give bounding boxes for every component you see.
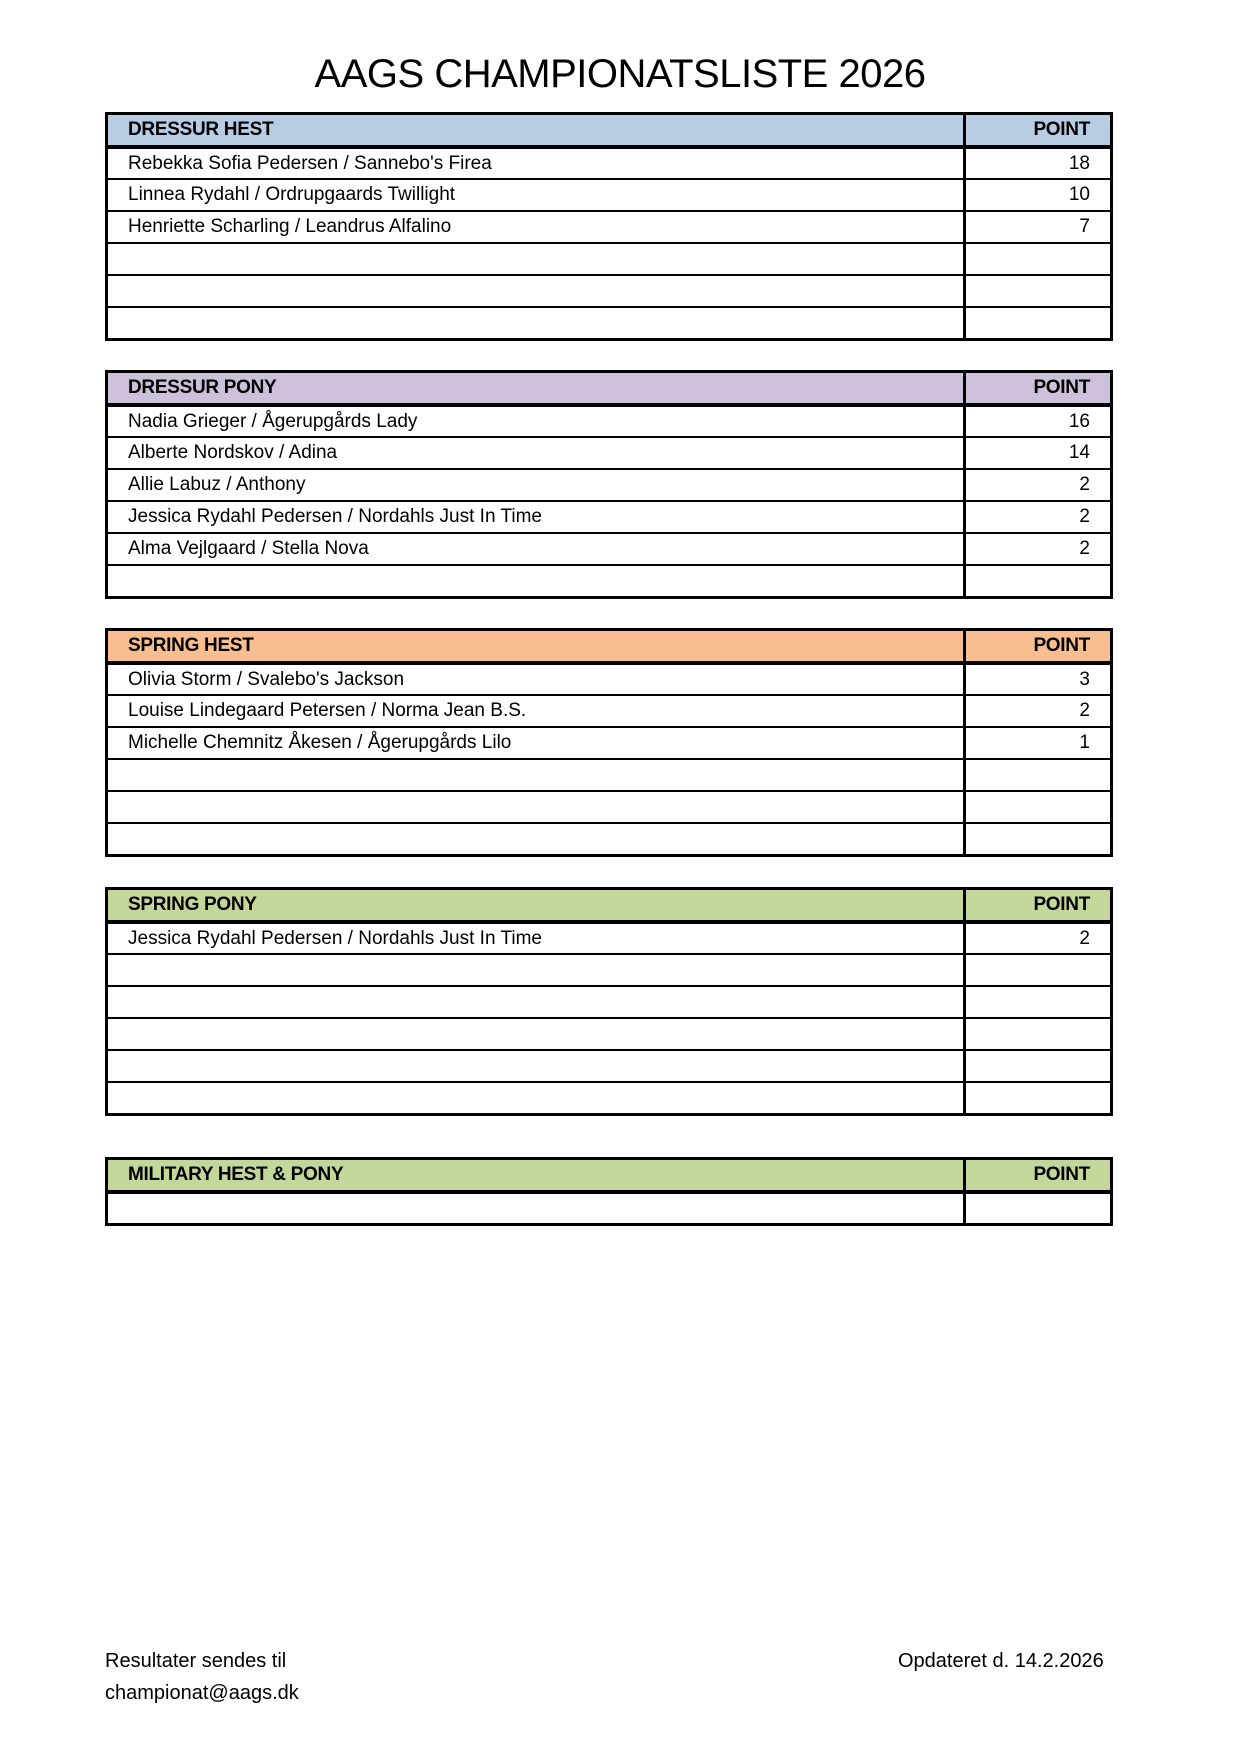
points-cell (966, 276, 1110, 306)
rider-horse-cell (108, 987, 966, 1017)
table-spring-hest (105, 628, 1113, 857)
points-cell (966, 244, 1110, 274)
page-title: AAGS CHAMPIONATSLISTE 2026 (314, 52, 926, 96)
points-cell: 1 (1079, 732, 1090, 753)
table-row (108, 985, 1110, 1017)
table-row (108, 532, 1110, 564)
table-header (108, 890, 1110, 921)
rider-horse-cell (108, 1019, 966, 1049)
table-row (108, 564, 1110, 596)
rider-horse-cell (108, 824, 966, 854)
table-row (108, 662, 1110, 694)
rider-horse-cell: Olivia Storm / Svalebo's Jackson (108, 665, 966, 694)
points-header: POINT (1033, 119, 1090, 140)
table-dressur-hest (105, 112, 1113, 341)
points-cell: 2 (1079, 928, 1090, 949)
table-header (108, 1160, 1110, 1191)
updated-date: Opdateret d. 14.2.2026 (898, 1650, 1104, 1672)
rider-horse-cell: Rebekka Sofia Pedersen / Sannebo's Firea (108, 149, 966, 178)
table-row (108, 694, 1110, 726)
rider-horse-cell: Alberte Nordskov / Adina (108, 438, 966, 468)
points-cell: 7 (1079, 216, 1090, 237)
category-title: MILITARY HEST & PONY (108, 1160, 966, 1190)
points-cell (966, 1019, 1110, 1049)
points-cell (966, 760, 1110, 790)
points-cell: 2 (1079, 506, 1090, 527)
table-header (108, 631, 1110, 662)
table-row (108, 436, 1110, 468)
points-cell (966, 824, 1110, 854)
table-row (108, 1049, 1110, 1081)
results-note (105, 1645, 299, 1709)
points-cell: 2 (1079, 474, 1090, 495)
table-row (108, 953, 1110, 985)
rider-horse-cell: Alma Vejlgaard / Stella Nova (108, 534, 966, 564)
table-row (108, 468, 1110, 500)
points-cell (966, 955, 1110, 985)
rider-horse-cell (108, 308, 966, 338)
points-cell: 14 (1068, 442, 1090, 463)
category-title: SPRING PONY (108, 890, 966, 920)
category-title: DRESSUR PONY (108, 373, 966, 403)
table-row (108, 1191, 1110, 1223)
table-spring-pony (105, 887, 1113, 1116)
rider-horse-cell: Jessica Rydahl Pedersen / Nordahls Just In Time (108, 924, 966, 953)
rider-horse-cell: Nadia Grieger / Ågerupgårds Lady (108, 407, 966, 436)
points-cell: 2 (1079, 700, 1090, 721)
rider-horse-cell: Henriette Scharling / Leandrus Alfalino (108, 212, 966, 242)
table-row (108, 1017, 1110, 1049)
table-row (108, 921, 1110, 953)
rider-horse-cell (108, 566, 966, 596)
table-row (108, 178, 1110, 210)
results-label: Resultater sendes til (105, 1650, 287, 1672)
rider-horse-cell (108, 1083, 966, 1113)
points-cell (966, 308, 1110, 338)
category-title: SPRING HEST (108, 631, 966, 661)
table-row (108, 242, 1110, 274)
table-row (108, 1081, 1110, 1113)
points-header: POINT (1033, 635, 1090, 656)
points-cell (966, 1051, 1110, 1081)
table-row (108, 210, 1110, 242)
table-header (108, 373, 1110, 404)
table-military-hest-pony (105, 1157, 1113, 1226)
points-cell: 16 (1068, 411, 1090, 432)
table-row (108, 146, 1110, 178)
rider-horse-cell (108, 1194, 966, 1223)
points-cell (966, 1194, 1110, 1223)
results-email[interactable]: championat@aags.dk (105, 1682, 299, 1704)
table-row (108, 726, 1110, 758)
points-header: POINT (1033, 377, 1090, 398)
points-header: POINT (1033, 894, 1090, 915)
rider-horse-cell (108, 1051, 966, 1081)
table-row (108, 274, 1110, 306)
rider-horse-cell: Jessica Rydahl Pedersen / Nordahls Just In Time (108, 502, 966, 532)
table-row (108, 500, 1110, 532)
table-row (108, 758, 1110, 790)
table-row (108, 306, 1110, 338)
points-cell (966, 566, 1110, 596)
points-cell: 3 (1079, 669, 1090, 690)
category-title: DRESSUR HEST (108, 115, 966, 145)
table-row (108, 404, 1110, 436)
points-header: POINT (1033, 1164, 1090, 1185)
rider-horse-cell: Louise Lindegaard Petersen / Norma Jean B.S. (108, 696, 966, 726)
points-cell: 10 (1068, 184, 1090, 205)
rider-horse-cell: Allie Labuz / Anthony (108, 470, 966, 500)
table-row (108, 822, 1110, 854)
rider-horse-cell: Linnea Rydahl / Ordrupgaards Twillight (108, 180, 966, 210)
rider-horse-cell (108, 792, 966, 822)
table-header (108, 115, 1110, 146)
points-cell (966, 1083, 1110, 1113)
rider-horse-cell (108, 955, 966, 985)
points-cell (966, 792, 1110, 822)
points-cell (966, 987, 1110, 1017)
table-row (108, 790, 1110, 822)
points-cell: 2 (1079, 538, 1090, 559)
table-dressur-pony (105, 370, 1113, 599)
rider-horse-cell (108, 244, 966, 274)
rider-horse-cell: Michelle Chemnitz Åkesen / Ågerupgårds Lilo (108, 728, 966, 758)
rider-horse-cell (108, 760, 966, 790)
rider-horse-cell (108, 276, 966, 306)
points-cell: 18 (1068, 153, 1090, 174)
